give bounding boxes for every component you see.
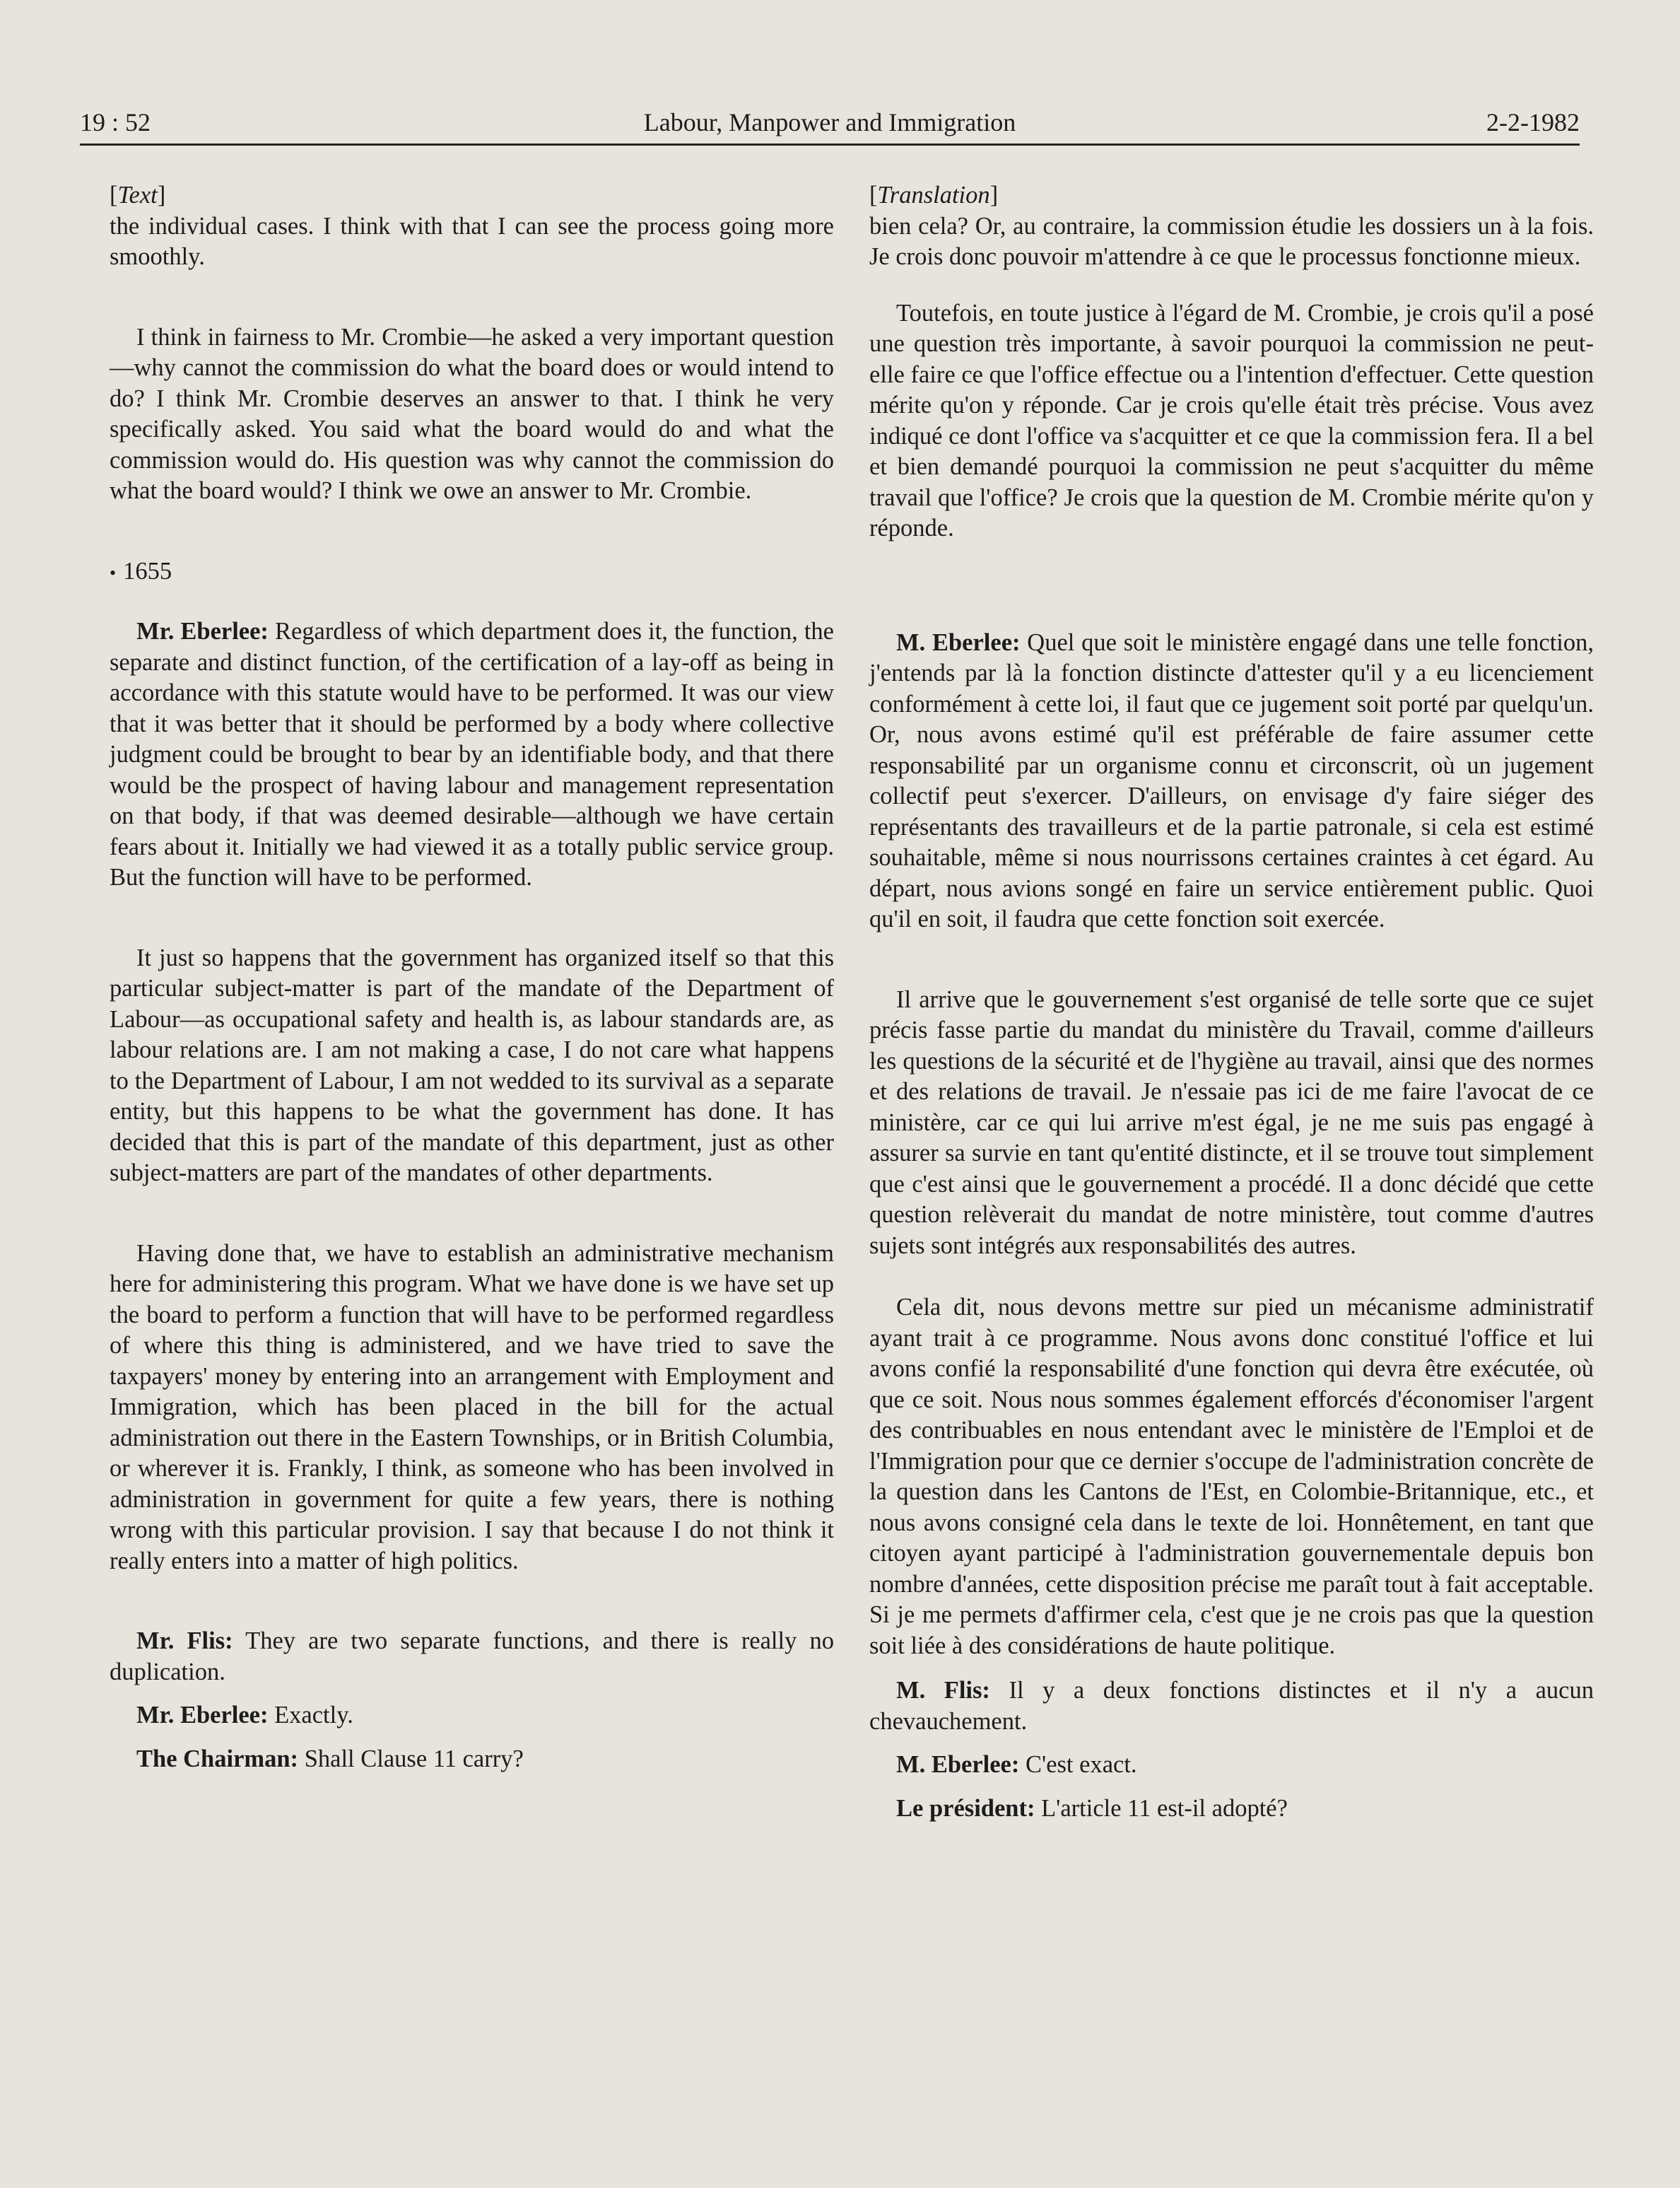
speech-paragraph: Mr. Flis: They are two separate functions, and there is really no duplication. [110,1627,834,1685]
speech-paragraph: Mr. Eberlee: Exactly. [136,1702,353,1729]
speech-paragraph: Le président: L'article 11 est-il adopté? [896,1794,1288,1822]
page-number: 19 : 52 [80,108,151,136]
time-marker: • 1655 [110,557,172,585]
speech-paragraph: Mr. Eberlee: Regardless of which department does it, the function, the separate and distinct function, of the certification of a lay-off as being in accordance with this statute would have to be performed. It was our view that it was better that it should be performed by a body where collective judgment could be brought to bear by an identifiable body, and that there would be the prospect of having labour and management representation on that body, if that was deemed desirable—although we have certain fears about it. Initially we had viewed it as a totally public service group. But the function will have to be performed. [110,618,834,891]
paragraph: Having done that, we have to establish an administrative mechanism here for administering this program. What we have done is we have set up the board to perform a function that will have to be performed regardless of where this thing is administered, and we have tried to save the taxpayers' money by entering into an arrangement with Employment and Immigration, which has been placed in the bill for the actual administration out there in the Eastern Townships, or in British Columbia, or wherever it is. Frankly, I think, as someone who has been involved in administration in government for quite a few years, there is nothing wrong with this particular provision. I say that because I do not think it really enters into a matter of high politics. [110,1239,834,1574]
speaker-name: Mr. Eberlee: [136,1702,269,1729]
speech-paragraph: M. Flis: Il y a deux fonctions distinctes et il n'y a aucun chevauchement. [869,1677,1594,1735]
english-column [110,180,834,1787]
section-tag: [Text] [110,182,166,209]
paragraph: Toutefois, en toute justice à l'égard de M. Crombie, je crois qu'il a posé une question très importante, à savoir pourquoi la commission ne peut-elle faire ce que l'office effectue ou a l'intention d'effectuer. Cette question mérite qu'on y réponde. Car je crois qu'elle était très précise. Vous avez indiqué ce dont l'office va s'acquitter et ce que la commission fera. Il a bel et bien demandé pourquoi la commission ne peut s'acquitter du même travail que l'office? Je crois que la question de M. Crombie mérite qu'on y réponde. [869,299,1594,542]
paragraph: I think in fairness to Mr. Crombie—he asked a very important question—why cannot the commission do what the board does or would intend to do? I think Mr. Crombie deserves an answer to that. I think he very specifically asked. You said what the board would do and what the commission would do. His question was why cannot the commission do what the board would? I think we owe an answer to Mr. Crombie. [110,323,834,504]
speaker-name: M. Flis: [896,1677,990,1704]
running-header [80,107,1580,144]
header-title: Labour, Manpower and Immigration [643,108,1016,136]
speech-paragraph: M. Eberlee: C'est exact. [896,1751,1137,1778]
speaker-name: M. Eberlee: [896,628,1021,656]
paragraph: It just so happens that the government has organized itself so that this particular subject-matter is part of the mandate of the Department of Labour—as occupational safety and health is, as labour standards are, as labour relations are. I am not making a case, I do not care what happens to the Department of Labour, I am not wedded to its survival as a separate entity, but this happens to be what the government has done. It has decided that this is part of the mandate of this department, just as other subject-matters are part of the mandates of other departments. [110,944,834,1187]
speaker-name: Mr. Flis: [136,1627,233,1655]
speaker-name: Le président: [896,1794,1035,1822]
section-tag: [Translation] [869,182,999,209]
header-date: 2-2-1982 [1486,108,1580,136]
speech-paragraph: The Chairman: Shall Clause 11 carry? [136,1745,524,1772]
paragraph: bien cela? Or, au contraire, la commission étudie les dossiers un à la fois. Je crois donc pouvoir m'attendre à ce que le processus fonctionne mieux. [869,212,1594,270]
header-rule [80,144,1580,146]
paragraph: the individual cases. I think with that I can see the process going more smoothly. [110,212,834,270]
bullet-icon: • [110,562,117,583]
speaker-name: The Chairman: [136,1745,299,1772]
paragraph: Cela dit, nous devons mettre sur pied un mécanisme administratif ayant trait à ce programme. Nous avons donc constitué l'office et lui avons confié la responsabilité d'une fonction qui devra être exécutée, où que ce soit. Nous nous sommes également efforcés d'économiser l'argent des contribuables en nous entendant avec le ministère de l'Emploi et de l'Immigration pour que ce dernier s'occupe de l'administration concrète de la question dans les Cantons de l'Est, en Colombie-Britannique, etc., et nous avons consigné cela dans le texte de loi. Honnêtement, en tant que citoyen ayant participé à l'administration gouvernementale depuis bon nombre d'années, cette disposition précise me paraît tout à fait acceptable. Si je me permets d'affirmer cela, c'est que je ne crois pas que la question soit liée à des considérations de haute politique. [869,1294,1594,1659]
french-column [869,180,1594,1837]
speaker-name: Mr. Eberlee: [136,618,269,645]
paragraph: Il arrive que le gouvernement s'est organisé de telle sorte que ce sujet précis fasse partie du mandat du ministère du Travail, comme d'ailleurs les questions de la sécurité et de l'hygiène au travail, ainsi que des normes et des relations de travail. Je n'essaie pas ici de me faire l'avocat de ce ministère, car ce qui lui arrive m'est égal, je ne me suis pas engagé à assurer sa survie en tant qu'entité distincte, et il se trouve tout simplement que c'est ainsi que le gouvernement a procédé. Il a donc décidé que cette question relèverait du mandat de notre ministère, tout comme d'autres sujets sont intégrés aux responsabilités des autres. [869,985,1594,1259]
speaker-name: M. Eberlee: [896,1751,1020,1778]
speech-paragraph: M. Eberlee: Quel que soit le ministère engagé dans une telle fonction, j'entends par là la fonction distincte d'attester qu'il y a eu licenciement conformément à cette loi, il faut que ce jugement soit porté par quelqu'un. Or, nous avons estimé qu'il est préférable de faire assumer cette responsabilité par un organisme connu et circonscrit, où un jugement collectif peut s'exercer. D'ailleurs, on envisage d'y faire siéger des représentants des travailleurs et de la partie patronale, si cela est estimé souhaitable, même si nous nourrissons certaines craintes à cet égard. Au départ, nous avions songé en faire un service entièrement public. Quoi qu'il en soit, il faudra que cette fonction soit exercée. [869,628,1594,932]
